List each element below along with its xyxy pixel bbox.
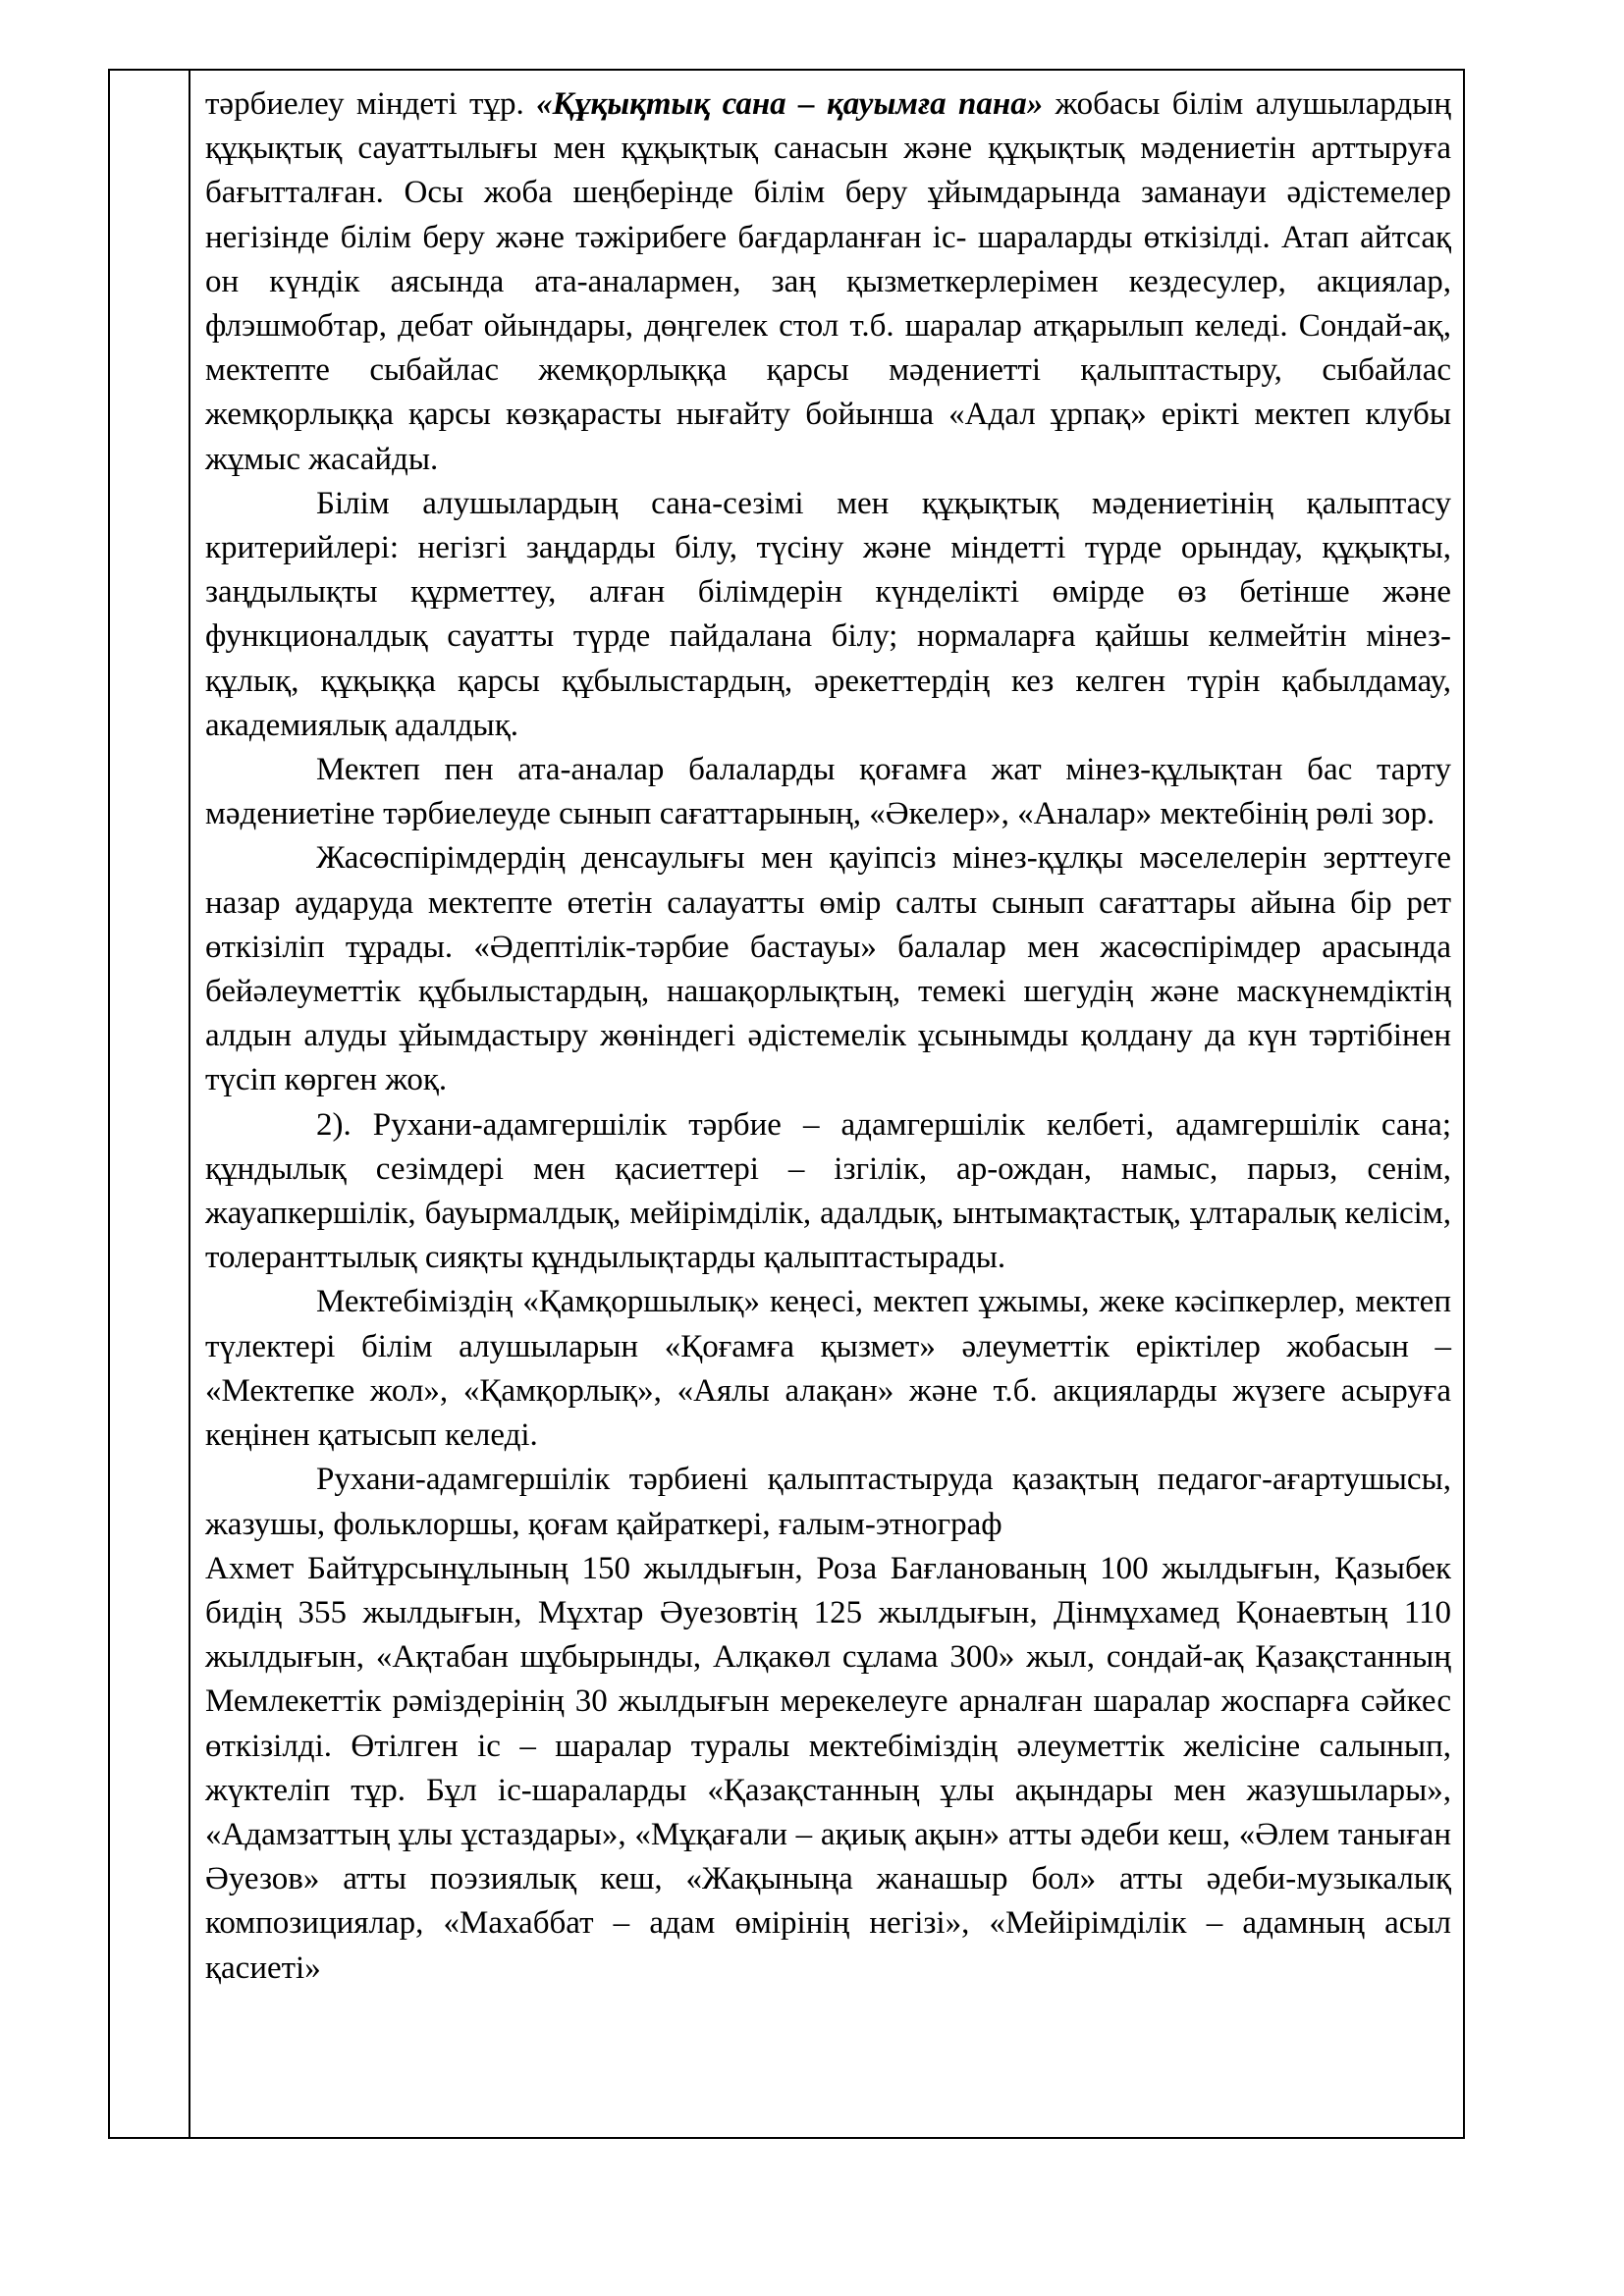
document-table bbox=[108, 69, 1465, 2139]
paragraph-criteria: Білім алушылардың сана-сезімі мен құқықтық мәдениетінің қалыптасу критерийлері: негізгі заңдарды білу, түсіну және міндетті түрде орындау, құқықты, заңдылықты құрметтеу, алған білімдерін күнделікті өмірде өз бетінше және функционалдық сауатты түрде пайдалана білу; нормаларға қайшы келмейтін мінез-құлық, құқыққа қарсы құбылыстардың, әрекеттердің кез келген түрін қабылдамау, академиялық адалдық. bbox=[205, 485, 1451, 743]
table-content-cell bbox=[190, 71, 1463, 2137]
paragraph-school-parents: Мектеп пен ата-аналар балаларды қоғамға жат мінез-құлықтан бас тарту мәдениетіне тәрбиелеуде сынып сағаттарының, «Әкелер», «Аналар» мектебінің рөлі зор. bbox=[205, 752, 1451, 832]
paragraph-text: тәрбиелеу міндеті тұр. bbox=[205, 86, 537, 122]
paragraph-spiritual-education: 2). Рухани-адамгершілік тәрбие – адамгершілік келбеті, адамгершілік сана; құндылық сезімдері мен қасиеттері – ізгілік, ар-ождан, намыс, парыз, сенім, жауапкершілік, бауырмалдық, мейірімділік, адалдық, ынтымақтастық, ұлтаралық келісім, толеранттылық сияқты құндылықтарды қалыптастырады. bbox=[205, 1106, 1451, 1276]
paragraph-anniversaries: Ахмет Байтұрсынұлының 150 жылдығын, Роза Бағланованың 100 жылдығын, Қазыбек бидің 355 жылдығын, Мұхтар Әуезовтің 125 жылдығын, Дінмұхамед Қонаевтың 110 жылдығын, «Ақтабан шұбырынды, Алқакөл сұлама 300» жыл, сондай-ақ Қазақстанның Мемлекеттік рәміздерінің 30 жылдығын мерекелеуге арналған шаралар жоспарға сәйкес өткізілді. Өтілген іс – шаралар туралы мектебіміздің әлеуметтік желісіне салынып, жүктеліп тұр. Бұл іс-шараларды «Қазақстанның ұлы ақындары мен жазушылары», «Адамзаттың ұлы ұстаздары», «Мұқағали – ақиық ақын» атты әдеби кеш, «Әлем таныған Әуезов» атты поэзиялық кеш, «Жақыныңа жанашыр бол» атты әдеби-музыкалық композициялар, «Махаббат – адам өмірінің негізі», «Мейірімділік – адамның асыл қасиеті» bbox=[205, 1550, 1451, 1986]
paragraph-legal-awareness bbox=[205, 82, 1451, 482]
paragraph-trustees: Мектебіміздің «Қамқоршылық» кеңесі, мектеп ұжымы, жеке кәсіпкерлер, мектеп түлектері білім алушыларын «Қоғамға қызмет» әлеуметтік еріктілер жобасын – «Мектепке жол», «Қамқорлық», «Аялы алақан» және т.б. акцияларды жүзеге асыруға кеңінен қатысып келеді. bbox=[205, 1284, 1451, 1454]
project-title-emphasis: «Құқықтық сана – қауымға пана» bbox=[536, 86, 1044, 122]
table-left-cell bbox=[110, 71, 190, 2137]
paragraph-youth-health: Жасөспірімдердің денсаулығы мен қауіпсіз мінез-құлқы мәселелерін зерттеуге назар аударуда мектепте өтетін салауатты өмір салты сынып сағаттары айына бір рет өткізіліп тұрады. «Әдептілік-тәрбие бастауы» балалар мен жасөспірімдер арасында бейәлеуметтік құбылыстардың, нашақорлықтың, темекі шегудің және маскүнемдіктің алдын алуды ұйымдастыру жөніндегі әдістемелік ұсынымды қолдану да күн тәртібінен түсіп көрген жоқ. bbox=[205, 840, 1451, 1098]
paragraph-text: жобасы білім алушылардың құқықтық сауаттылығы мен құқықтық санасын және құқықтық мәдениетін арттыруға бағытталған. Осы жоба шеңберінде білім беру ұйымдарында заманауи әдістемелер негізінде білім беру және тәжірибеге бағдарланған іс- шараларды өткізілді. Атап айтсақ он күндік аясында ата-аналармен, заң қызметкерлерімен кездесулер, акциялар, флэшмобтар, дебат ойындары, дөңгелек стол т.б. шаралар атқарылып келеді. Сондай-ақ, мектепте сыбайлас жемқорлыққа қарсы мәдениетті қалыптастыру, сыбайлас жемқорлыққа қарсы көзқарасты нығайту бойынша «Адал ұрпақ» ерікті мектеп клубы жұмыс жасайды. bbox=[205, 86, 1451, 477]
paragraph-anniversaries-intro: Рухани-адамгершілік тәрбиені қалыптастыруда қазақтың педагог-ағартушысы, жазушы, фольклоршы, қоғам қайраткері, ғалым-этнограф bbox=[205, 1462, 1451, 1542]
